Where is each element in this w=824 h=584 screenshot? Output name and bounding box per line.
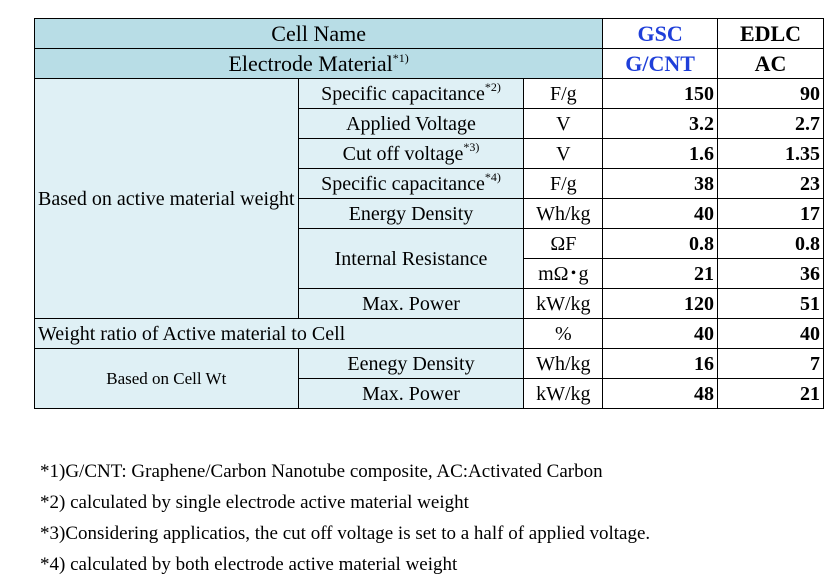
edlc-value: 21 — [718, 379, 824, 409]
gsc-value: 150 — [603, 79, 718, 109]
edlc-value: 23 — [718, 169, 824, 199]
table-row — [35, 79, 824, 109]
weight-ratio-label: Weight ratio of Active material to Cell — [35, 319, 524, 349]
row-unit: kW/kg — [524, 289, 603, 319]
row-label: Internal Resistance — [298, 229, 524, 289]
row-label: Energy Density — [298, 199, 524, 229]
row-label — [298, 169, 524, 199]
edlc-value: 36 — [718, 259, 824, 289]
row-unit: V — [524, 139, 603, 169]
cell-weight-group-label: Based on Cell Wt — [35, 349, 299, 409]
row-label-text: Specific capacitance — [321, 172, 485, 195]
electrode-material-text: Electrode Material — [228, 50, 393, 76]
footnote-ref-4: *4) — [484, 169, 501, 184]
cell-name-label: Cell Name — [35, 19, 603, 49]
row-label: Max. Power — [298, 289, 524, 319]
footnote-ref-1: *1) — [392, 50, 409, 65]
row-label: Eenegy Density — [298, 349, 524, 379]
row-label-text: Specific capacitance — [321, 82, 485, 105]
row-unit: F/g — [524, 169, 603, 199]
header-row-electrode — [35, 49, 824, 79]
edlc-value: 90 — [718, 79, 824, 109]
footnote-3: *3)Considering applicatios, the cut off voltage is set to a half of applied voltage. — [40, 523, 651, 544]
table-row — [35, 349, 824, 379]
footnote-2: *2) calculated by single electrode active material weight — [40, 492, 469, 513]
gsc-value: 21 — [603, 259, 718, 289]
row-label-text: Cut off voltage — [342, 142, 464, 165]
row-unit: kW/kg — [524, 379, 603, 409]
specification-table — [34, 18, 824, 409]
gsc-column-header: GSC — [603, 19, 718, 49]
gsc-value: 40 — [603, 199, 718, 229]
edlc-value: 7 — [718, 349, 824, 379]
row-unit: ΩF — [524, 229, 603, 259]
gsc-material: G/CNT — [603, 49, 718, 79]
row-unit: Wh/kg — [524, 349, 603, 379]
gsc-value: 120 — [603, 289, 718, 319]
edlc-material: AC — [718, 49, 824, 79]
row-label: Applied Voltage — [298, 109, 524, 139]
row-unit: mΩ･g — [524, 259, 603, 289]
footnote-ref-2: *2) — [484, 79, 501, 94]
row-label: Max. Power — [298, 379, 524, 409]
row-unit: V — [524, 109, 603, 139]
footnote-1: *1)G/CNT: Graphene/Carbon Nanotube composite, AC:Activated Carbon — [40, 461, 603, 482]
row-label — [298, 79, 524, 109]
edlc-value: 1.35 — [718, 139, 824, 169]
gsc-value: 38 — [603, 169, 718, 199]
gsc-value: 3.2 — [603, 109, 718, 139]
row-unit: F/g — [524, 79, 603, 109]
gsc-value: 16 — [603, 349, 718, 379]
edlc-value: 40 — [718, 319, 824, 349]
gsc-value: 40 — [603, 319, 718, 349]
row-unit: % — [524, 319, 603, 349]
edlc-value: 2.7 — [718, 109, 824, 139]
footnotes — [40, 456, 650, 580]
weight-ratio-row — [35, 319, 824, 349]
footnote-ref-3: *3) — [463, 139, 480, 154]
edlc-value: 17 — [718, 199, 824, 229]
electrode-material-label — [35, 49, 603, 79]
edlc-value: 51 — [718, 289, 824, 319]
gsc-value: 0.8 — [603, 229, 718, 259]
footnote-4: *4) calculated by both electrode active material weight — [40, 554, 458, 575]
gsc-value: 48 — [603, 379, 718, 409]
header-row-cell-name — [35, 19, 824, 49]
edlc-column-header: EDLC — [718, 19, 824, 49]
gsc-value: 1.6 — [603, 139, 718, 169]
row-unit: Wh/kg — [524, 199, 603, 229]
edlc-value: 0.8 — [718, 229, 824, 259]
row-label — [298, 139, 524, 169]
active-material-group-label: Based on active material weight — [35, 79, 299, 319]
